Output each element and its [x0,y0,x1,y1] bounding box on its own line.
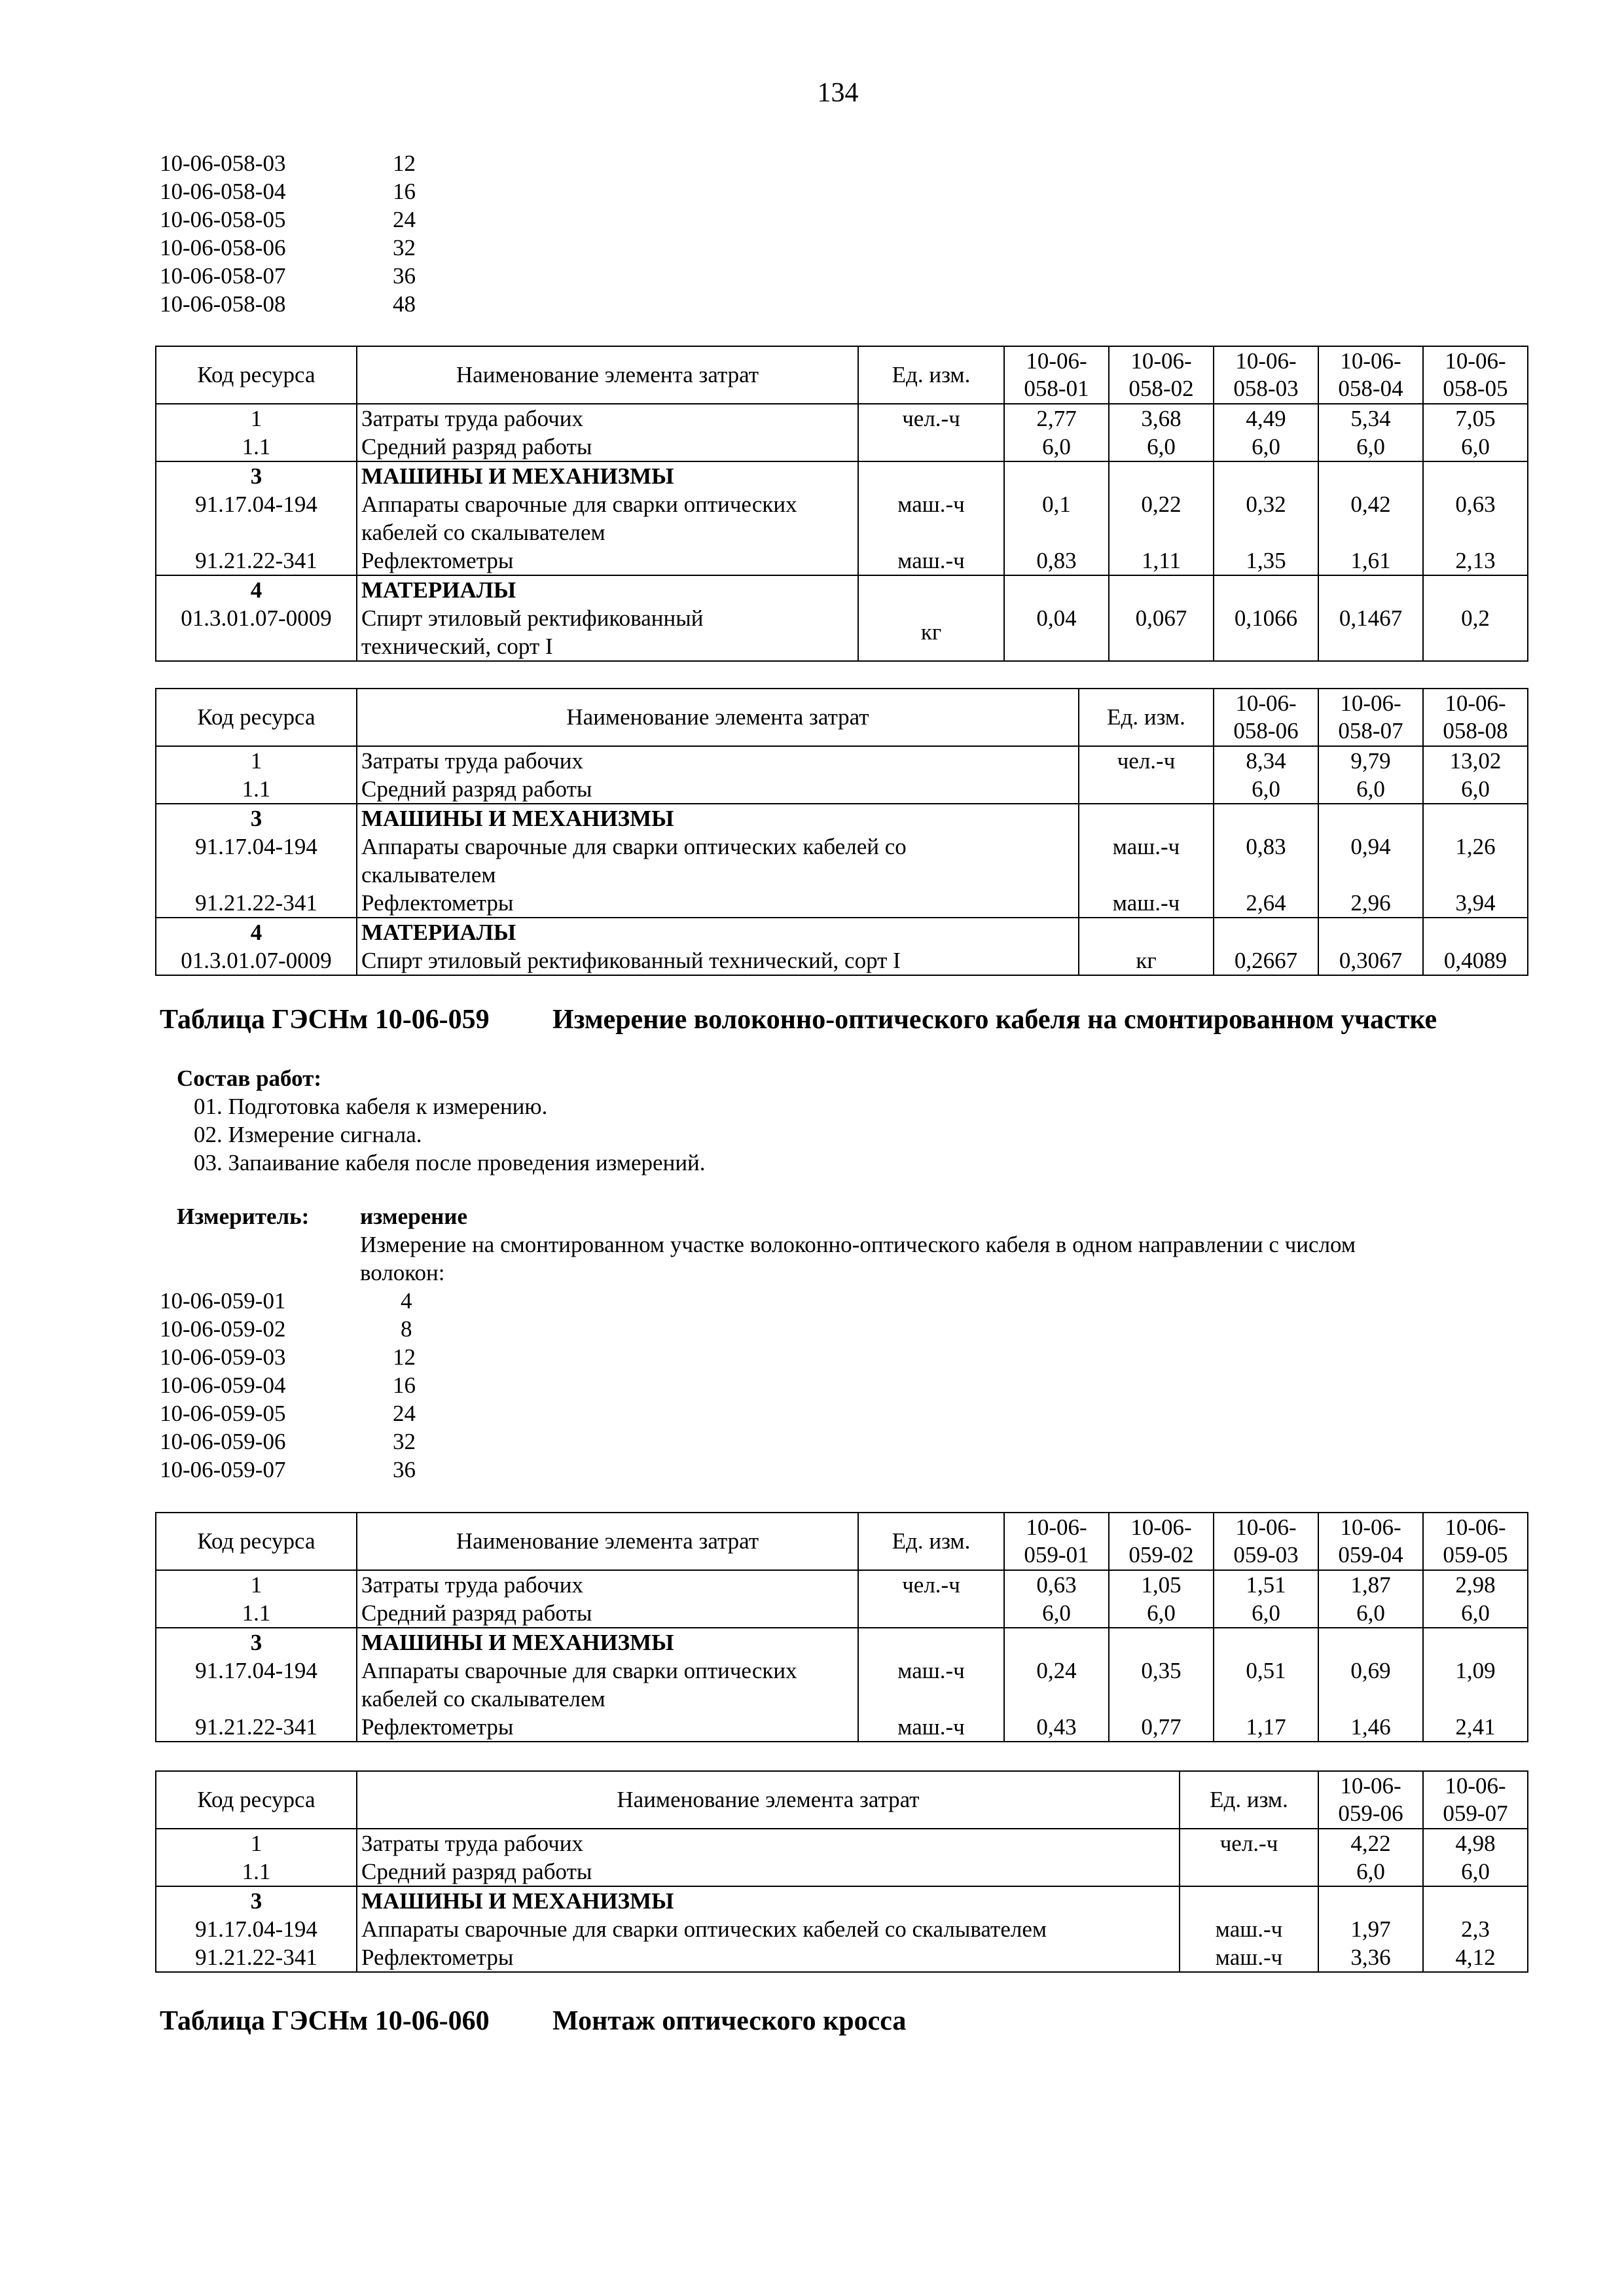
header-code: Код ресурса [156,689,357,746]
header-code: Код ресурса [156,1513,357,1570]
table-row: 4 МАТЕРИАЛЫ [156,575,1528,604]
table-row: 01.3.01.07-0009 Спирт этиловый ректификованный технический, сорт I кг 0,04 0,067 0,1066 0,1467 0,2 [156,604,1528,661]
table-header-row [156,1513,1528,1570]
table-row: 91.21.22-341 Рефлектометры маш.-ч 0,43 0,77 1,17 1,46 2,41 [156,1713,1528,1742]
table-row: 1 Затраты труда рабочих чел.-ч 8,34 9,79 13,02 [156,746,1528,775]
code-list-059 [160,1287,466,1484]
top-code-list [160,149,458,318]
work-heading: Состав работ: [177,1066,321,1091]
meter-label: Измеритель: [177,1204,310,1229]
table-caption [160,1004,1534,1037]
meter-desc: Измерение на смонтированном участке волоконно-оптического кабеля в одном направлении с числом [360,1232,1356,1257]
header-col: 10-06- 059-07 [1423,1771,1528,1829]
header-col: 10-06- 059-06 [1318,1771,1423,1829]
resource-table-059-a [155,1512,1528,1742]
header-name: Наименование элемента затрат [357,1513,858,1570]
list-item: 10-06-059-03 12 [160,1344,416,1370]
header-col: 10-06- 059-03 [1214,1513,1318,1570]
table-row: 3 МАШИНЫ И МЕХАНИЗМЫ [156,461,1528,490]
table-row: 91.17.04-194 Аппараты сварочные для сварки оптических кабелей со скалывателем маш.-ч 1,97 2,3 [156,1915,1528,1943]
table-row: 91.17.04-194 Аппараты сварочные для сварки оптических кабелей со скалывателем маш.-ч 0,1 0,22 0,32 0,42 0,63 [156,490,1528,547]
table-header-row [156,689,1528,746]
table-row: 1 Затраты труда рабочих чел.-ч 4,22 4,98 [156,1829,1528,1857]
header-col: 10-06- 059-05 [1423,1513,1528,1570]
table-header-row [156,346,1528,404]
header-name: Наименование элемента затрат [357,346,858,404]
table-row: 91.21.22-341 Рефлектометры маш.-ч 3,36 4,12 [156,1943,1528,1972]
table-row: 1.1 Средний разряд работы 6,0 6,0 6,0 6,0 6,0 [156,1599,1528,1628]
list-item: 10-06-058-08 48 [160,291,416,317]
table-row: 3 МАШИНЫ И МЕХАНИЗМЫ [156,804,1528,833]
header-unit: Ед. изм. [858,346,1004,404]
header-unit: Ед. изм. [1180,1771,1318,1829]
header-col: 10-06- 058-02 [1109,346,1214,404]
list-item: 10-06-059-02 8 [160,1316,412,1342]
header-col: 10-06- 059-04 [1318,1513,1423,1570]
table-row: 1.1 Средний разряд работы 6,0 6,0 6,0 [156,775,1528,804]
list-item: 10-06-059-04 16 [160,1372,416,1398]
caption-code: Таблица ГЭСНм 10-06-059 [160,1005,490,1035]
caption-title: Измерение волоконно-оптического кабеля на смонтированном участке [552,1005,1437,1035]
header-col: 10-06- 059-02 [1109,1513,1214,1570]
list-item: 10-06-059-05 24 [160,1401,416,1426]
header-code: Код ресурса [156,1771,357,1829]
header-col: 10-06- 058-05 [1423,346,1528,404]
table-row: 4 МАТЕРИАЛЫ [156,918,1528,946]
resource-table-059-b [155,1770,1528,1973]
header-code: Код ресурса [156,346,357,404]
header-col: 10-06- 058-08 [1423,689,1528,746]
list-item: 10-06-059-07 36 [160,1457,416,1482]
table-row: 1 Затраты труда рабочих чел.-ч 0,63 1,05 1,51 1,87 2,98 [156,1570,1528,1599]
list-item: 10-06-058-03 12 [160,151,416,176]
work-item: 02. Измерение сигнала. [194,1122,422,1147]
table-row: 91.21.22-341 Рефлектометры маш.-ч 2,64 2,96 3,94 [156,889,1528,918]
table-row: 3 МАШИНЫ И МЕХАНИЗМЫ [156,1886,1528,1915]
caption-code: Таблица ГЭСНм 10-06-060 [160,2006,490,2036]
header-unit: Ед. изм. [858,1513,1004,1570]
list-item: 10-06-058-07 36 [160,263,416,289]
table-header-row [156,1771,1528,1829]
table-row: 1 Затраты труда рабочих чел.-ч 2,77 3,68 4,49 5,34 7,05 [156,404,1528,433]
table-row: 91.17.04-194 Аппараты сварочные для сварки оптических кабелей со скалывателем маш.-ч 0,24 0,35 0,51 0,69 1,09 [156,1657,1528,1713]
header-col: 10-06- 058-03 [1214,346,1318,404]
page-number: 134 [817,78,859,108]
list-item: 10-06-058-05 24 [160,207,416,232]
meter-block [360,1202,1473,1287]
list-item: 10-06-058-06 32 [160,235,416,260]
table-row: 01.3.01.07-0009 Спирт этиловый ректификованный технический, сорт I кг 0,2667 0,3067 0,4089 [156,946,1528,975]
header-col: 10-06- 059-01 [1004,1513,1109,1570]
resource-table-058-a [155,346,1528,662]
work-composition [177,1064,706,1177]
header-col: 10-06- 058-06 [1214,689,1318,746]
table-caption [160,2005,1534,2038]
table-row: 91.17.04-194 Аппараты сварочные для сварки оптических кабелей со скалывателем маш.-ч 0,83 0,94 1,26 [156,833,1528,889]
meter-desc: волокон: [360,1260,445,1285]
resource-table-058-b [155,688,1528,976]
table-row: 1.1 Средний разряд работы 6,0 6,0 6,0 6,0 6,0 [156,433,1528,461]
table-row: 3 МАШИНЫ И МЕХАНИЗМЫ [156,1628,1528,1657]
header-unit: Ед. изм. [1079,689,1214,746]
list-item: 10-06-059-06 32 [160,1429,416,1454]
table-row: 91.21.22-341 Рефлектометры маш.-ч 0,83 1,11 1,35 1,61 2,13 [156,547,1528,575]
list-item: 10-06-058-04 16 [160,179,416,204]
meter-value: измерение [360,1204,467,1229]
header-col: 10-06- 058-04 [1318,346,1423,404]
list-item: 10-06-059-01 4 [160,1288,412,1314]
header-name: Наименование элемента затрат [357,1771,1180,1829]
caption-title: Монтаж оптического кросса [552,2006,907,2036]
header-name: Наименование элемента затрат [357,689,1079,746]
header-col: 10-06- 058-01 [1004,346,1109,404]
header-col: 10-06- 058-07 [1318,689,1423,746]
work-item: 03. Запаивание кабеля после проведения измерений. [194,1150,706,1175]
work-item: 01. Подготовка кабеля к измерению. [194,1094,548,1119]
table-row: 1.1 Средний разряд работы 6,0 6,0 [156,1857,1528,1886]
